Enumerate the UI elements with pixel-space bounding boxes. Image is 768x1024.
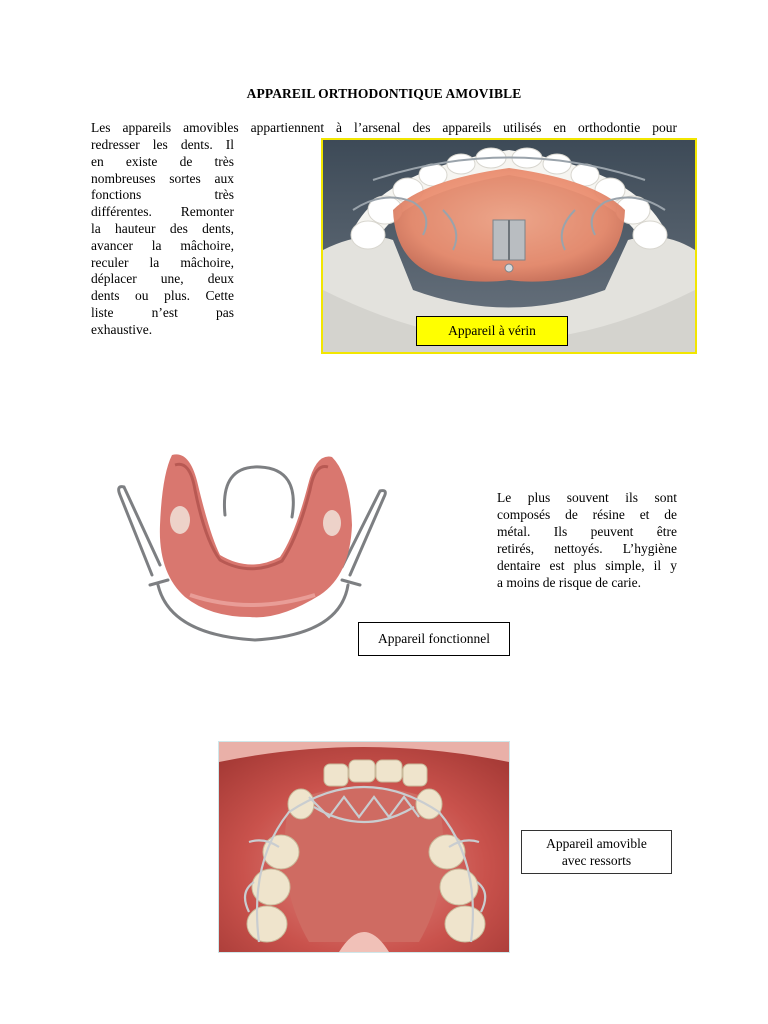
intro-line: exhaustive. xyxy=(91,321,153,337)
caption-spring-appliance xyxy=(521,830,672,874)
intro-line: avancer la mâchoire, xyxy=(91,237,234,253)
functional-appliance-image xyxy=(110,445,400,645)
intro-line: dents ou plus. Cette xyxy=(91,288,234,304)
intro-line: redresser les dents. Il xyxy=(91,137,234,152)
intro-line: différentes. Remonter xyxy=(91,204,234,220)
intro-line: la hauteur des dents, xyxy=(91,220,234,236)
paragraph-line: Le plus souvent ils sont xyxy=(497,490,677,505)
intro-line: nombreuses sortes aux xyxy=(91,170,234,186)
intro-first-line: Les appareils amovibles appartiennent à l’arsenal des appareils utilisés en orthodontie pour xyxy=(91,120,677,135)
composition-paragraph xyxy=(497,489,677,591)
intro-line: reculer la mâchoire, xyxy=(91,254,234,270)
intro-paragraph xyxy=(91,137,234,339)
caption-screw-appliance: Appareil à vérin xyxy=(416,316,568,346)
paragraph-line: retirés, nettoyés. L’hygiène xyxy=(497,541,677,556)
intro-line: liste n’est pas xyxy=(91,304,234,320)
document-title: APPAREIL ORTHODONTIQUE AMOVIBLE xyxy=(246,86,522,101)
caption-line: avec ressorts xyxy=(561,853,632,868)
photo-functional-appliance xyxy=(110,445,400,645)
caption-line: Appareil amovible xyxy=(546,836,647,851)
paragraph-line: dentaire est plus simple, il y xyxy=(497,558,677,573)
paragraph-line: métal. Ils peuvent être xyxy=(497,524,677,539)
paragraph-line: a moins de risque de carie. xyxy=(497,575,641,590)
intro-line: en existe de très xyxy=(91,153,234,169)
caption-functional-appliance: Appareil fonctionnel xyxy=(358,622,510,656)
photo-spring-appliance xyxy=(218,741,510,953)
intro-line: déplacer une, deux xyxy=(91,271,234,287)
intro-line: fonctions très xyxy=(91,187,234,203)
spring-appliance-image xyxy=(219,742,509,952)
paragraph-line: composés de résine et de xyxy=(497,507,677,522)
